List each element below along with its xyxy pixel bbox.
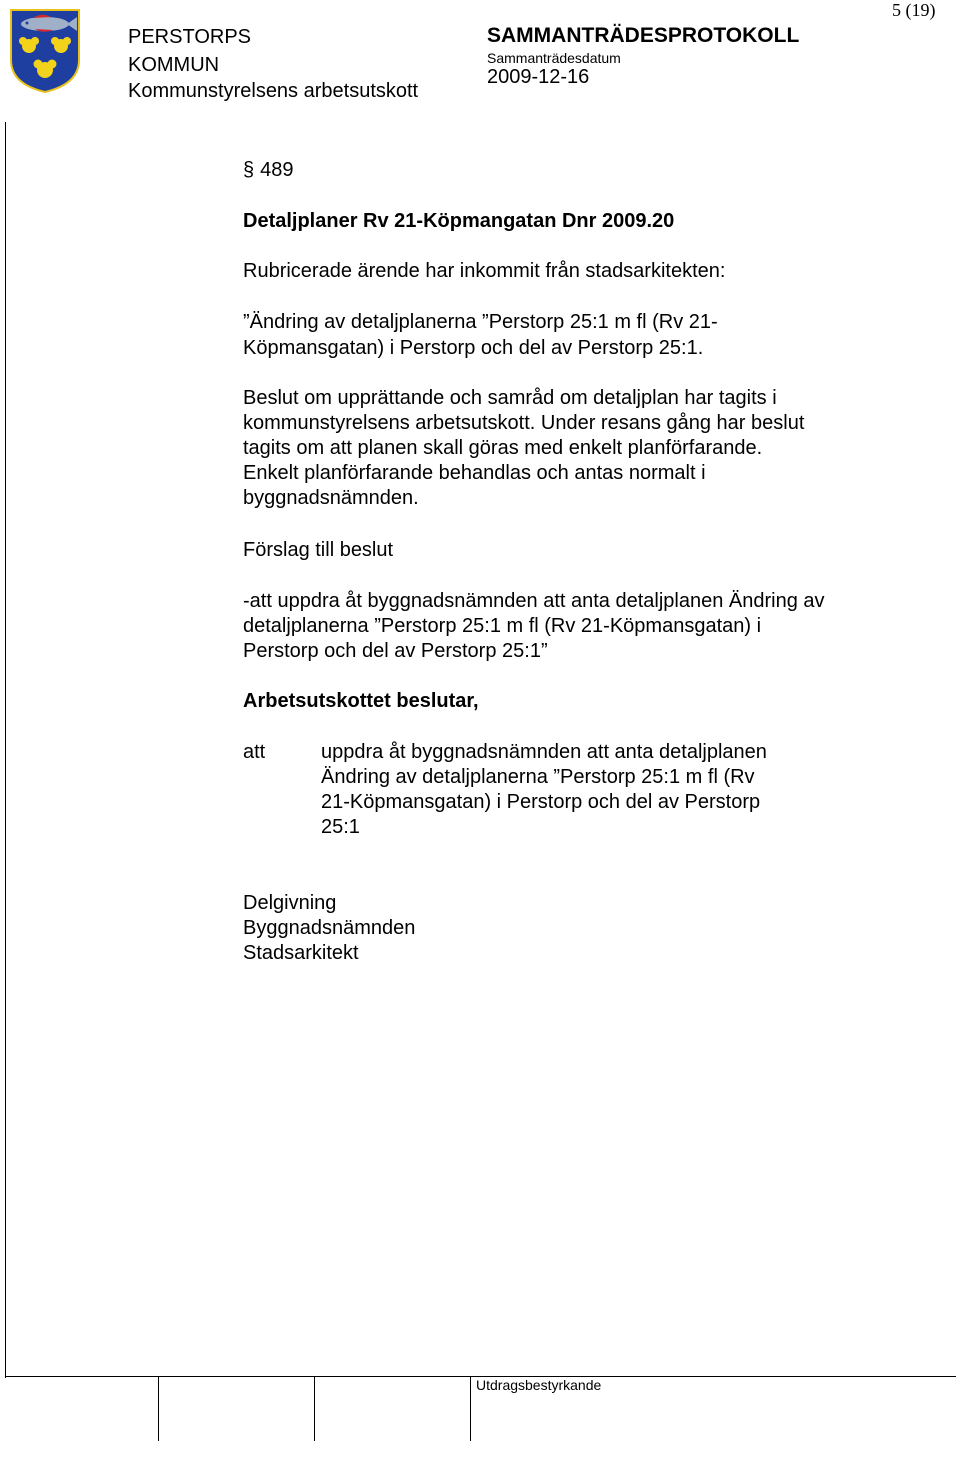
page-number: 5 (19) [892, 0, 936, 20]
footer-cell-divider [314, 1377, 315, 1441]
section-heading: Detaljplaner Rv 21-Köpmangatan Dnr 2009.20 [243, 210, 675, 232]
org-name-line2: KOMMUN [128, 54, 220, 76]
left-margin-rule [5, 122, 6, 1378]
proposal-heading: Förslag till beslut [243, 539, 394, 561]
background-line5: byggnadsnämnden. [243, 487, 419, 509]
meeting-date-label: Sammanträdesdatum [487, 50, 621, 66]
proposal-line1: -att uppdra åt byggnadsnämnden att anta detaljplanen Ändring av [243, 590, 825, 612]
decision-line1: uppdra åt byggnadsnämnden att anta detaljplanen [321, 741, 767, 763]
meeting-date-value: 2009-12-16 [487, 66, 590, 88]
distribution-heading: Delgivning [243, 892, 337, 914]
distribution-recipient-2: Stadsarkitekt [243, 942, 359, 964]
certification-label: Utdragsbestyrkande [476, 1377, 602, 1393]
decision-line2: Ändring av detaljplanerna ”Perstorp 25:1 m fl (Rv [321, 766, 755, 788]
proposal-line2: detaljplanerna ”Perstorp 25:1 m fl (Rv 21-Köpmansgatan) i [243, 615, 762, 637]
footer-cell-divider [158, 1377, 159, 1441]
section-number: 489 [260, 159, 294, 181]
proposal-line3: Perstorp och del av Perstorp 25:1” [243, 640, 548, 662]
municipal-coat-of-arms-icon [9, 8, 81, 94]
background-line1: Beslut om upprättande och samråd om detaljplan har tagits i [243, 387, 777, 409]
background-line4: Enkelt planförfarande behandlas och antas normalt i [243, 462, 706, 484]
decision-line4: 25:1 [321, 816, 360, 838]
footer-cell-divider [470, 1377, 471, 1441]
intro-paragraph: Rubricerade ärende har inkommit från stadsarkitekten: [243, 260, 726, 282]
section-symbol: § [243, 159, 255, 181]
distribution-recipient-1: Byggnadsnämnden [243, 917, 416, 939]
document-title: SAMMANTRÄDESPROTOKOLL [487, 24, 800, 47]
plan-title-line1: ”Ändring av detaljplanerna ”Perstorp 25:1 m fl (Rv 21- [243, 311, 718, 333]
background-line2: kommunstyrelsens arbetsutskott. Under resans gång har beslut [243, 412, 805, 434]
decision-heading: Arbetsutskottet beslutar, [243, 690, 479, 712]
decision-line3: 21-Köpmansgatan) i Perstorp och del av Perstorp [321, 791, 761, 813]
plan-title-line2: Köpmansgatan) i Perstorp och del av Perstorp 25:1. [243, 337, 704, 359]
org-department: Kommunstyrelsens arbetsutskott [128, 80, 419, 102]
section-number-line [243, 158, 943, 184]
background-line3: tagits om att planen skall göras med enkelt planförfarande. [243, 437, 763, 459]
org-name-line1: PERSTORPS [128, 26, 251, 48]
decision-att-label: att [243, 741, 266, 763]
decision-block [243, 740, 943, 850]
